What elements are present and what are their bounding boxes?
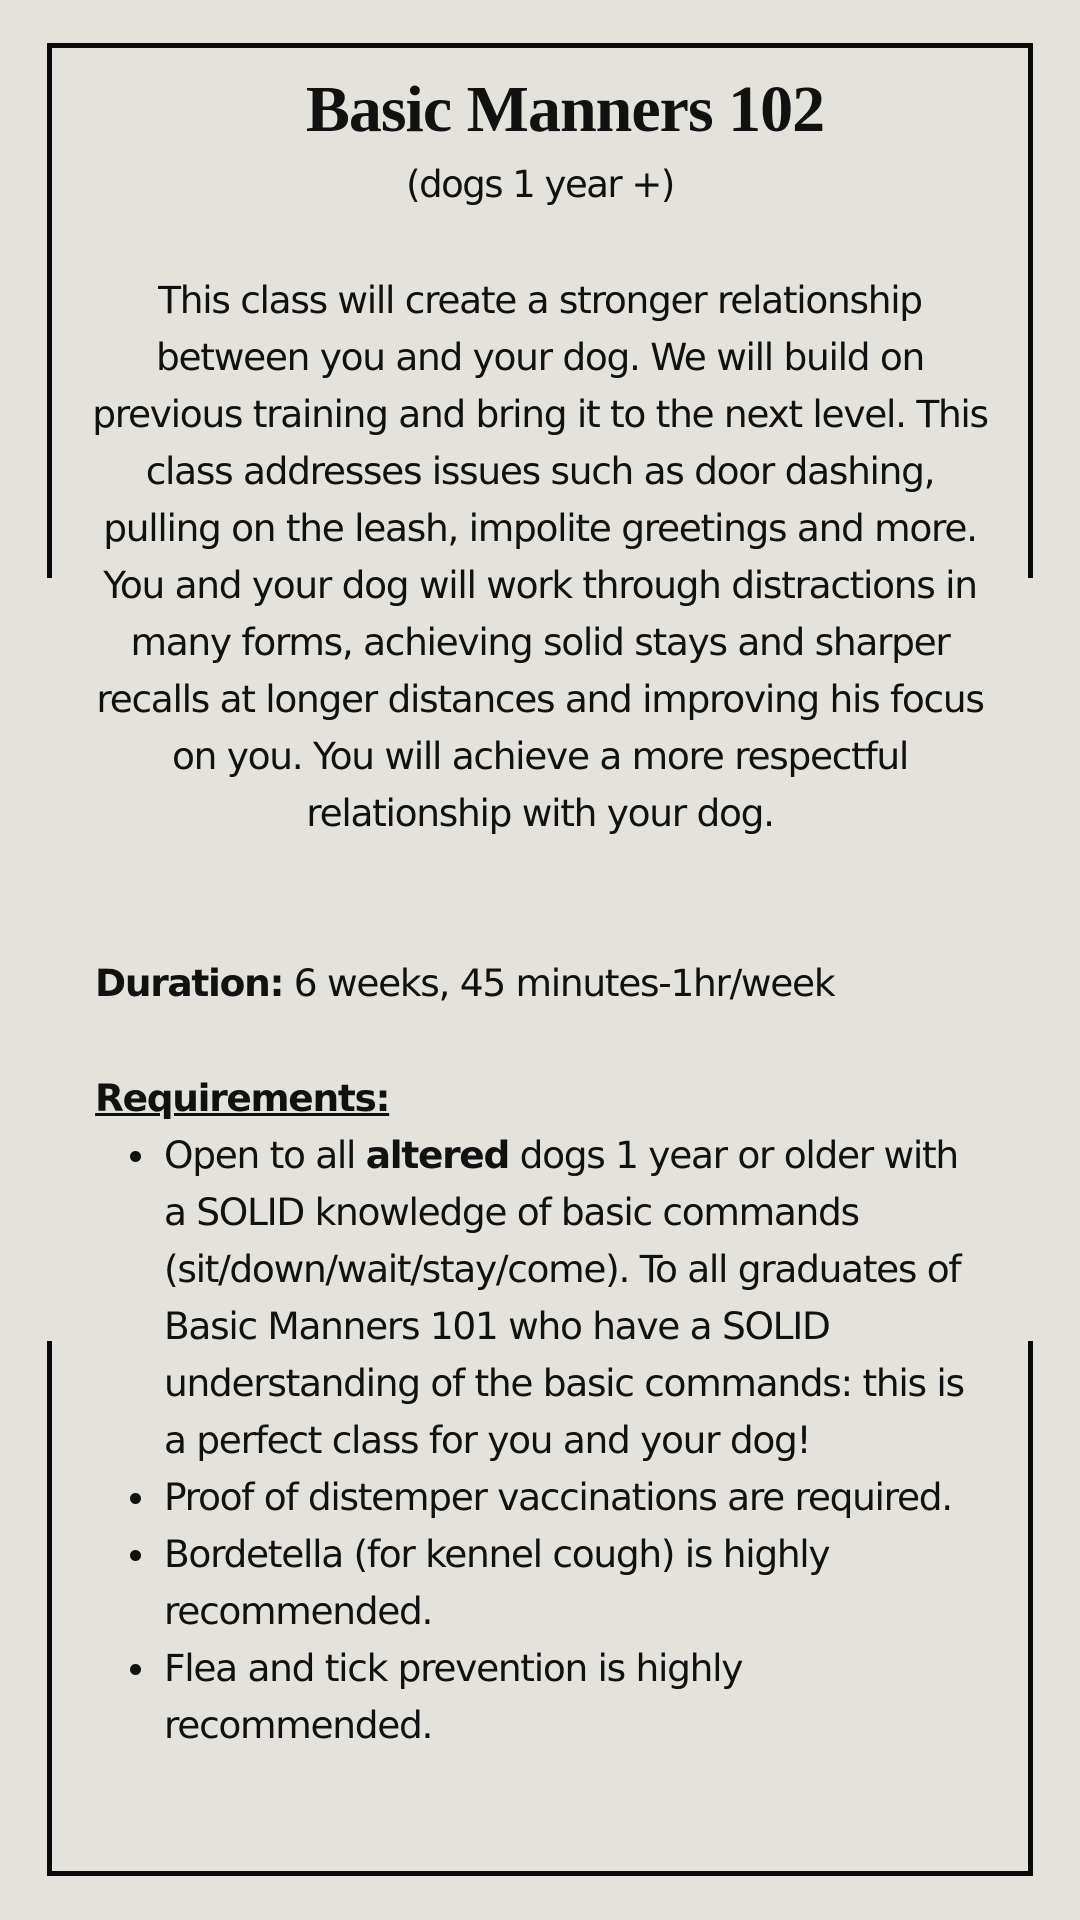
frame-right-border-lower (1028, 1341, 1033, 1876)
requirements-heading: Requirements: (95, 1076, 390, 1120)
duration-value: 6 weeks, 45 minutes-1hr/week (283, 961, 835, 1005)
bullet-icon (130, 1550, 141, 1561)
requirement-item: Flea and tick prevention is highly recommended. (95, 1640, 975, 1754)
duration-line (95, 955, 834, 1012)
page-subtitle: (dogs 1 year +) (406, 163, 674, 206)
bullet-icon (130, 1664, 141, 1675)
requirement-item: Open to all altered dogs 1 year or older with a SOLID knowledge of basic commands (sit/down/wait/stay/come). To all graduates of Basic Manners 101 who have a SOLID understanding of the basic commands: this is a perfect class for you and your dog! (95, 1127, 975, 1469)
frame-bottom-border (47, 1871, 1033, 1876)
requirements-list (95, 1127, 975, 1754)
page-title: Basic Manners 102 (305, 73, 825, 146)
frame-top-border (47, 43, 1033, 48)
requirement-item: Proof of distemper vaccinations are required. (95, 1469, 975, 1526)
class-description: This class will create a stronger relationship between you and your dog. We will build on previous training and bring it to the next level. This class addresses issues such as door dashing, pulling on the leash, impolite greetings and more. You and your dog will work through distractions in many forms, achieving solid stays and sharper recalls at longer distances and improving his focus on you. You will achieve a more respectful relationship with your dog. (92, 278, 988, 835)
frame-left-border-lower (47, 1341, 52, 1876)
duration-label: Duration: (95, 961, 284, 1005)
emphasis-altered: altered (365, 1133, 509, 1177)
bullet-icon (130, 1151, 141, 1162)
bullet-icon (130, 1493, 141, 1504)
requirement-item: Bordetella (for kennel cough) is highly recommended. (95, 1526, 975, 1640)
